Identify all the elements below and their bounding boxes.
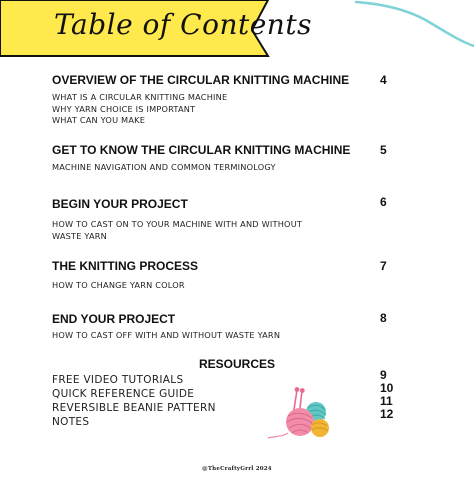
section-heading: GET TO KNOW THE CIRCULAR KNITTING MACHINE (52, 143, 351, 157)
sub-item: WASTE YARN (52, 230, 108, 241)
page-number: 4 (380, 73, 387, 87)
toc-section-end-project[interactable] (52, 312, 392, 342)
page-number: 11 (380, 394, 393, 408)
sub-item: HOW TO CAST ON TO YOUR MACHINE WITH AND WITHOUT (52, 219, 303, 229)
resources-heading: RESOURCES (198, 357, 275, 371)
sub-item: HOW TO CAST OFF WITH AND WITHOUT WASTE YARN (52, 330, 281, 340)
page-title: Table of Contents (54, 8, 312, 41)
resources-page-numbers (380, 369, 393, 421)
section-heading: THE KNITTING PROCESS (52, 259, 199, 273)
resource-item-video-tutorials[interactable]: FREE VIDEO TUTORIALS (52, 374, 184, 386)
sub-item: WHY YARN CHOICE IS IMPORTANT (52, 103, 196, 114)
resource-item-beanie-pattern[interactable]: REVERSIBLE BEANIE PATTERN (52, 402, 216, 414)
page-number: 7 (380, 259, 387, 273)
toc-section-knitting-process[interactable] (52, 259, 392, 292)
sub-list (52, 280, 392, 292)
page-number: 10 (380, 381, 394, 395)
footer-credit: @TheCraftyGrrl 2024 (202, 466, 272, 472)
toc-section-get-to-know[interactable] (52, 143, 392, 174)
page-number: 12 (380, 407, 394, 421)
page-number: 6 (380, 195, 387, 209)
toc-section-overview[interactable] (52, 73, 392, 127)
title-banner (0, 0, 312, 60)
yarn-balls-icon (266, 386, 336, 442)
decorative-curve-icon (354, 0, 474, 50)
sub-list (52, 92, 392, 127)
resources-list (52, 373, 216, 429)
page-number: 9 (380, 368, 387, 382)
sub-list (52, 330, 392, 342)
sub-item: WHAT CAN YOU MAKE (52, 115, 146, 125)
sub-item: WHAT IS A CIRCULAR KNITTING MACHINE (52, 92, 228, 102)
sub-list (52, 162, 392, 174)
sub-item: MACHINE NAVIGATION AND COMMON TERMINOLOGY (52, 162, 276, 172)
page-number: 8 (380, 311, 387, 325)
section-heading: END YOUR PROJECT (52, 312, 176, 326)
section-heading: BEGIN YOUR PROJECT (52, 197, 188, 211)
toc-section-begin-project[interactable] (52, 197, 392, 242)
resource-item-quick-reference[interactable]: QUICK REFERENCE GUIDE (52, 388, 195, 400)
sub-item: HOW TO CHANGE YARN COLOR (52, 280, 185, 290)
page-number: 5 (380, 143, 387, 157)
resource-item-notes[interactable]: NOTES (52, 416, 90, 428)
section-heading: OVERVIEW OF THE CIRCULAR KNITTING MACHINE (52, 73, 350, 87)
sub-list (52, 219, 392, 242)
